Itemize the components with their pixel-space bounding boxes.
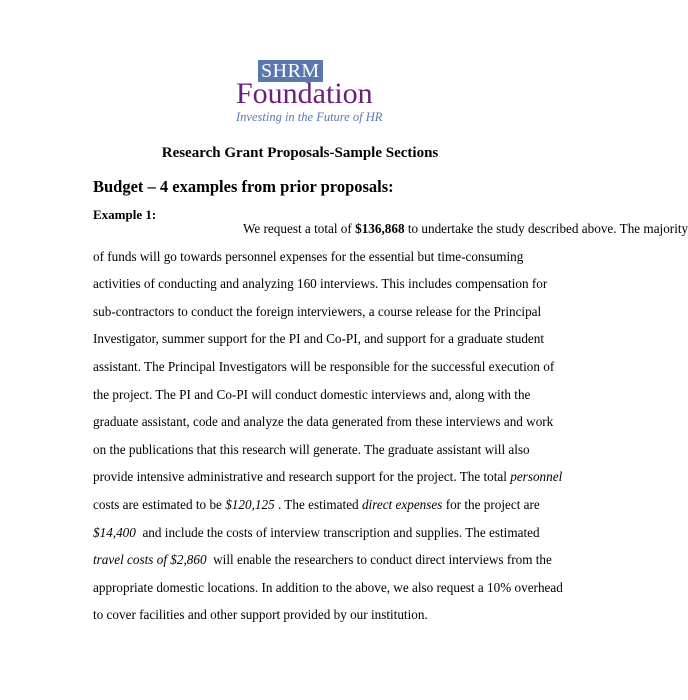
- foundation-wordmark: Foundation: [236, 77, 373, 110]
- personnel-amount: $120,125: [225, 496, 275, 512]
- paragraph-line: sub-contractors to conduct the foreign interviewers, a course release for the Principal: [93, 303, 542, 319]
- paragraph-line: on the publications that this research will generate. The graduate assistant will also: [93, 441, 530, 457]
- paragraph-line: activities of conducting and analyzing 160 interviews. This includes compensation for: [93, 276, 548, 292]
- paragraph-line: the project. The PI and Co-PI will conduct domestic interviews and, along with the: [93, 386, 531, 402]
- document-title: Research Grant Proposals-Sample Sections: [161, 145, 439, 161]
- shrm-wordmark: SHRM: [258, 60, 323, 82]
- logo-tagline: Investing in the Future of HR: [236, 110, 383, 124]
- paragraph-line: We request a total of $136,868 to undertake the study described above. The majority: [243, 221, 688, 236]
- paragraph-line: appropriate domestic locations. In addition to the above, we also request a 10% overhead: [93, 579, 563, 595]
- paragraph-line: Investigator, summer support for the PI and Co-PI, and support for a graduate student: [93, 331, 545, 347]
- paragraph-line: costs are estimated to be $120,125 . The estimated direct expenses for the project are: [93, 496, 540, 512]
- direct-expenses-amount: $14,400: [93, 524, 136, 540]
- paragraph-line: provide intensive administrative and research support for the project. The total personnel: [93, 469, 563, 485]
- paragraph-line: assistant. The Principal Investigators will be responsible for the successful execution of: [93, 358, 555, 374]
- shrm-foundation-logo: [236, 58, 383, 126]
- travel-costs: travel costs of $2,860: [93, 552, 207, 568]
- paragraph-line: graduate assistant, code and analyze the data generated from these interviews and work: [93, 414, 554, 430]
- example-paragraph: [93, 215, 688, 629]
- paragraph-line: $14,400 and include the costs of interview transcription and supplies. The estimated: [93, 524, 540, 540]
- section-heading: Budget – 4 examples from prior proposals:: [93, 177, 394, 196]
- paragraph-line: travel costs of $2,860 will enable the researchers to conduct direct interviews from the: [93, 552, 552, 568]
- total-amount: $136,868: [355, 221, 405, 236]
- paragraph-line: of funds will go towards personnel expenses for the essential but time-consuming: [93, 248, 524, 264]
- paragraph-line: to cover facilities and other support provided by our institution.: [93, 607, 428, 623]
- example-label: Example 1:: [93, 207, 157, 222]
